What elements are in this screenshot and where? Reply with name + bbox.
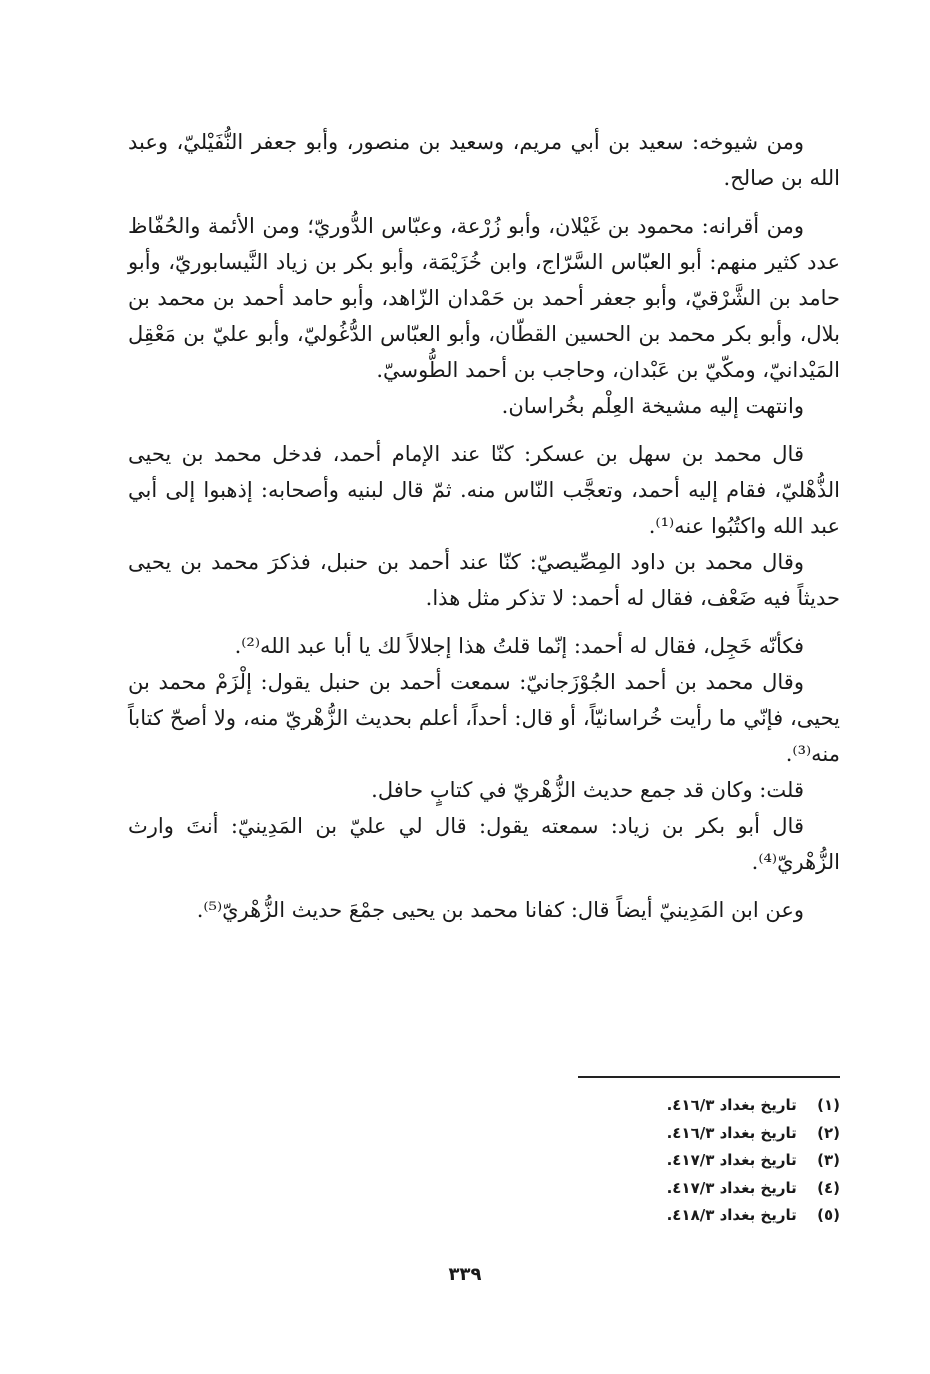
paragraph-khajil: فكأنّه خَجِل، فقال له أحمد: إنّما قلتُ هذا إجلالاً لك يا أبا عبد الله⁽²⁾. bbox=[234, 634, 804, 658]
footnote-number: (٥) bbox=[817, 1206, 840, 1224]
footnote-text: تاريخ بغداد ٤١٦/٣. bbox=[666, 1096, 797, 1114]
paragraph-jawzajani: وقال محمد بن أحمد الجُوْزَجانيّ: سمعت أحمد بن حنبل يقول: إلْزَمْ محمد بن يحيى، فإنّي ما رأيت خُراسانيّاً، أو قال: أحداً، أعلم بحديث الزُّهْريّ منه، ولا أصحّ كتاباً منه⁽³⁾. bbox=[128, 670, 840, 766]
paragraph-teachers: ومن شيوخه: سعيد بن أبي مريم، وسعيد بن منصور، وأبو جعفر النُّفَيْليّ، وعبد الله بن صالح. bbox=[128, 130, 840, 190]
paragraph-peers: ومن أقرانه: محمود بن غَيْلان، وأبو زُرْعة، وعبّاس الدُّوريّ؛ ومن الأئمة والحُفّاظ عدد كثير منهم: أبو العبّاس السَّرّاج، وابن خُزَيْمَة، وأبو بكر بن زياد النَّيسابوريّ، وأبو حامد بن الشَّرْقيّ، وأبو جعفر أحمد بن حَمْدان الزّاهد، وأبو حامد أحمد بن محمد بن بلال، وأبو بكر محمد بن الحسين القطّان، وأبو العبّاس الدُّغُوليّ، وأبو عليّ بن مَعْقِل المَيْدانيّ، ومكّيّ بن عَبْدان، وحاجب بن أحمد الطُّوسيّ. bbox=[128, 214, 840, 382]
footnote-number: (٤) bbox=[817, 1178, 840, 1197]
paragraph-ibn-ziyad: قال أبو بكر بن زياد: سمعته يقول: قال لي عليّ بن المَدِينيّ: أنتَ وارث الزُّهْريّ⁽⁴⁾. bbox=[128, 814, 840, 874]
footnote-text: تاريخ بغداد ٤١٧/٣. bbox=[666, 1151, 797, 1169]
footnote-item bbox=[560, 1147, 840, 1175]
footnote-number: (٣) bbox=[817, 1151, 840, 1169]
footnote-text: تاريخ بغداد ٤١٧/٣. bbox=[666, 1178, 797, 1197]
page-number: ٣٣٩ bbox=[448, 1264, 482, 1285]
paragraph-qultu: قلت: وكان قد جمع حديث الزُّهْريّ في كتابٍ حافل. bbox=[371, 778, 804, 802]
main-text bbox=[128, 124, 840, 928]
paragraph-khurasan: وانتهت إليه مشيخة العِلْم بخُراسان. bbox=[501, 394, 804, 418]
paragraph-missisi: وقال محمد بن داود المِصِّيصيّ: كنّا عند أحمد بن حنبل، فذكرَ محمد بن يحيى حديثاً فيه ضَعْف، فقال له أحمد: لا تذكر مثل هذا. bbox=[128, 550, 840, 610]
footnote-text: تاريخ بغداد ٤١٨/٣. bbox=[666, 1206, 797, 1224]
footnote-number: (٢) bbox=[817, 1123, 840, 1142]
footnote-text: تاريخ بغداد ٤١٦/٣. bbox=[666, 1123, 797, 1142]
footnote-number: (١) bbox=[817, 1096, 840, 1114]
footnote-item bbox=[560, 1202, 840, 1230]
paragraph-ibn-askar: قال محمد بن سهل بن عسكر: كنّا عند الإمام أحمد، فدخل محمد بن يحيى الذُّهْليّ، فقام إليه أحمد، وتعجَّب النّاس منه. ثمّ قال لبنيه وأصحابه: إذهبوا إلى أبي عبد الله واكتُبُوا عنه⁽¹⁾. bbox=[128, 442, 840, 538]
footnote-separator bbox=[578, 1076, 840, 1078]
footnote-item bbox=[560, 1120, 840, 1148]
paragraph-ibn-madini: وعن ابن المَدِينيّ أيضاً قال: كفانا محمد بن يحيى جمْعَ حديث الزُّهْريّ⁽⁵⁾. bbox=[196, 898, 804, 922]
footnote-item bbox=[560, 1175, 840, 1203]
footnotes bbox=[560, 1092, 840, 1230]
footnote-item bbox=[560, 1092, 840, 1120]
